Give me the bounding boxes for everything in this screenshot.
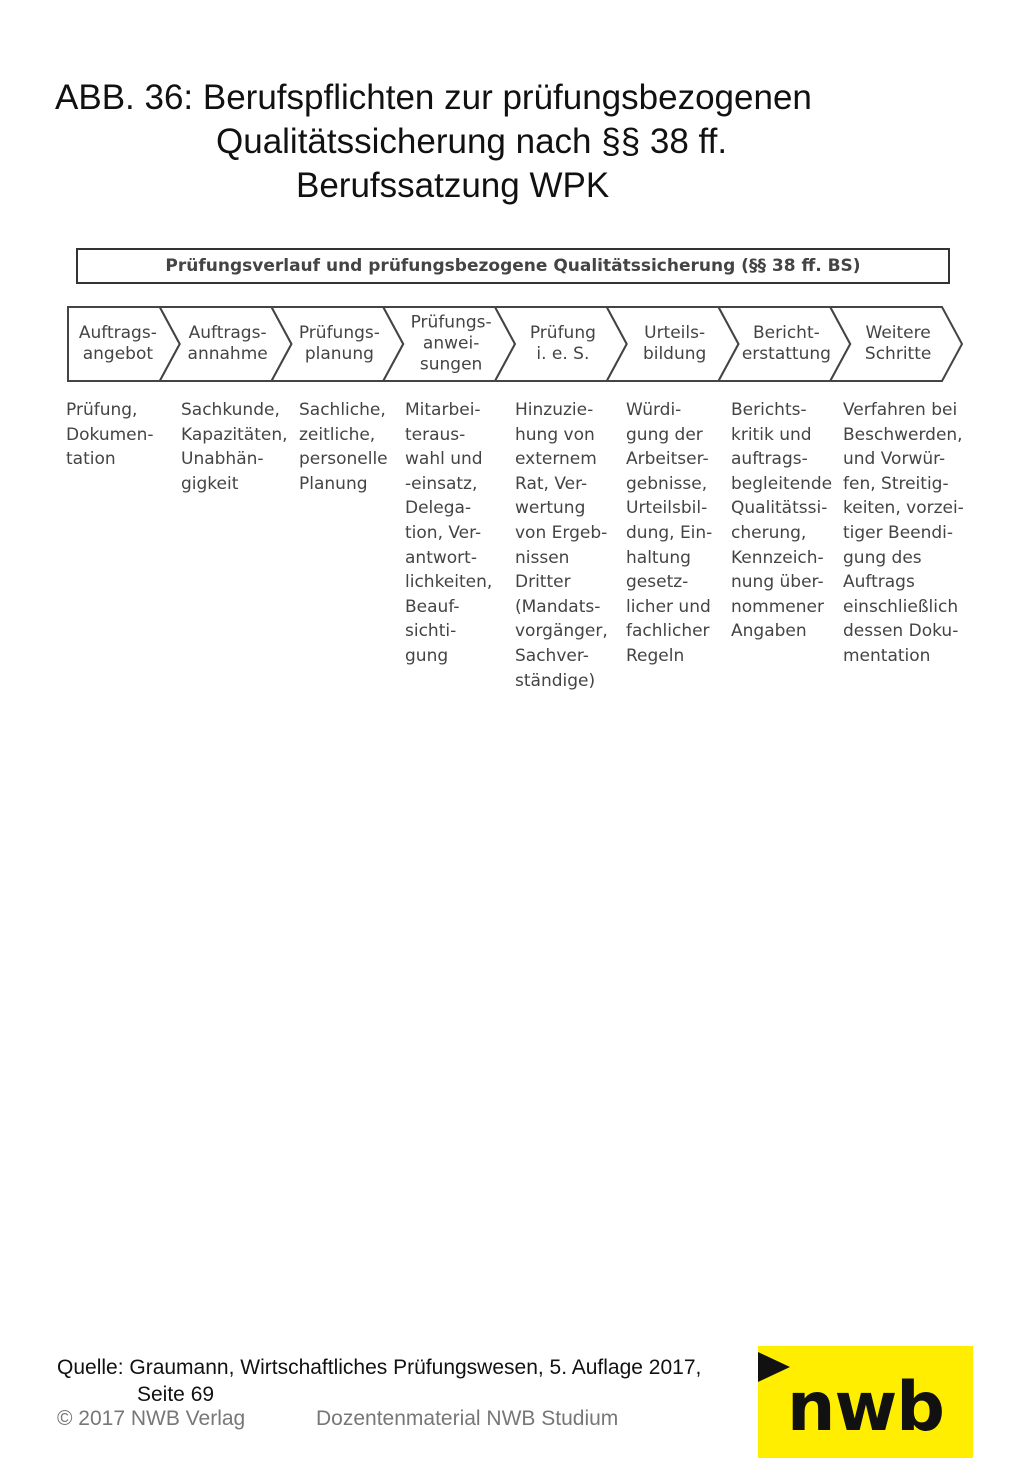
- diagram-header: Prüfungsverlauf und prüfungsbezogene Qualitätssicherung (§§ 38 ff. BS): [76, 248, 950, 284]
- step-description-2: Sachkunde, Kapazitäten, Unabhän- gigkeit: [181, 400, 288, 494]
- source-citation: Quelle: Graumann, Wirtschaftliches Prüfungswesen, 5. Auflage 2017,: [57, 1356, 702, 1379]
- step-label-8: Weitere Schritte: [864, 323, 932, 364]
- source-page: Seite 69: [137, 1383, 215, 1406]
- step-description-7: Berichts- kritik und auftrags- begleitende Qualitätssi- cherung, Kennzeich- nung über- nommener Angaben: [731, 400, 833, 642]
- material-note: Dozentenmaterial NWB Studium: [316, 1407, 619, 1430]
- step-label-1: Auftrags- angebot: [78, 323, 157, 364]
- step-description-3: Sachliche, zeitliche, personelle Planung: [299, 400, 388, 494]
- slide-title-line-3: Berufssatzung WPK: [296, 166, 610, 205]
- nwb-logo: [758, 1346, 973, 1458]
- step-label-5: Prüfung i. e. S.: [529, 323, 596, 364]
- step-label-2: Auftrags- annahme: [187, 323, 268, 364]
- slide-title-line-1: ABB. 36: Berufspflichten zur prüfungsbezogenen: [55, 78, 812, 117]
- logo-text: nwb: [787, 1368, 944, 1447]
- step-description-1: Prüfung, Dokumen- tation: [66, 400, 154, 470]
- step-description-4: Mitarbei- teraus- wahl und -einsatz, Delega- tion, Ver- antwort- lichkeiten, Beauf- sichti- gung: [405, 400, 493, 666]
- step-description-5: Hinzuzie- hung von externem Rat, Ver- wertung von Ergeb- nissen Dritter (Mandats- vorgänger, Sachver- ständige): [515, 400, 608, 691]
- step-description-6: Würdi- gung der Arbeitser- gebnisse, Urteilsbil- dung, Ein- haltung gesetz- licher und fachlicher Regeln: [626, 400, 713, 666]
- step-label-4: Prüfungs- anwei- sungen: [410, 312, 492, 375]
- slide-title-line-2: Qualitätssicherung nach §§ 38 ff.: [216, 122, 728, 161]
- step-label-7: Bericht- erstattung: [741, 323, 831, 364]
- copyright-notice: © 2017 NWB Verlag: [57, 1407, 246, 1430]
- step-description-8: Verfahren bei Beschwerden, und Vorwür- fen, Streitig- keiten, vorzei- tiger Beendi- gung des Auftrags einschließlich dessen Doku- mentation: [843, 400, 964, 666]
- step-label-3: Prüfungs- planung: [298, 323, 380, 364]
- step-label-6: Urteils- bildung: [642, 323, 707, 364]
